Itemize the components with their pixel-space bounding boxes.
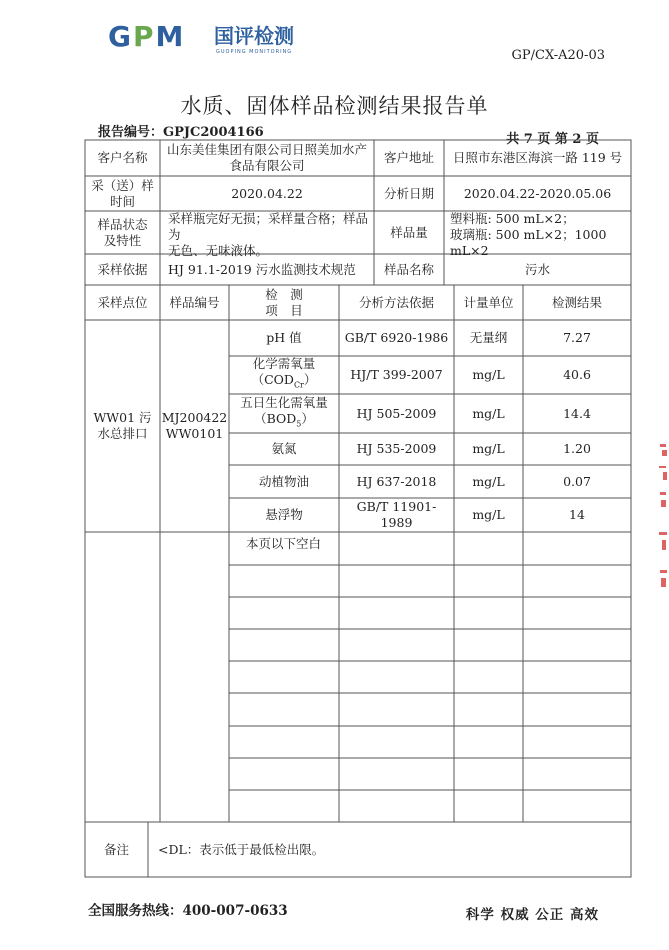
row-bod-unit: mg/L bbox=[472, 405, 505, 421]
row-ammonia-item: 氨氮 bbox=[271, 441, 297, 456]
logo-english-name: GUOPING MONITORING bbox=[216, 49, 293, 55]
report-title: 水质、固体样品检测结果报告单 bbox=[180, 94, 489, 118]
sample-name-label: 样品名称 bbox=[383, 261, 434, 277]
row-ss-item: 悬浮物 bbox=[265, 507, 303, 522]
row-oil-item: 动植物油 bbox=[258, 473, 309, 489]
row-cod-unit: mg/L bbox=[472, 367, 505, 382]
analysis-date-label: 分析日期 bbox=[383, 185, 434, 201]
row-cod-item-formula: （COD bbox=[251, 372, 294, 388]
header-test-item bbox=[229, 285, 339, 320]
row-ss-result: 14 bbox=[569, 507, 585, 522]
analysis-date-value: 2020.04.22-2020.05.06 bbox=[463, 185, 612, 201]
sample-quantity-value bbox=[444, 211, 631, 258]
row-oil-result: 0.07 bbox=[563, 473, 591, 489]
sampling-time-label bbox=[85, 176, 160, 211]
row-bod-result: 14.4 bbox=[563, 405, 591, 421]
logo-mark: GPM bbox=[108, 20, 186, 53]
row-cod-item bbox=[229, 356, 339, 394]
company-slogan: 科学 权威 公正 高效 bbox=[465, 907, 599, 923]
row-ss-method: GB/T 11901-1989 bbox=[356, 499, 437, 530]
sample-number-line2: WW0101 bbox=[165, 426, 224, 441]
customer-name-label: 客户名称 bbox=[97, 150, 148, 165]
row-cod-result: 40.6 bbox=[563, 367, 591, 382]
row-bod-method: HJ 505-2009 bbox=[356, 405, 437, 421]
row-ph-unit: 无量纲 bbox=[469, 330, 508, 345]
row-ph-method: GB/T 6920-1986 bbox=[344, 330, 449, 345]
sample-number-value bbox=[160, 320, 229, 532]
header-sampling-point: 采样点位 bbox=[97, 294, 148, 310]
sample-number-line1: MJ200422 bbox=[161, 410, 228, 425]
seal-stamp-fragment bbox=[658, 440, 669, 600]
row-bod-item-subscript: 5 bbox=[296, 419, 302, 429]
blank-below-note: 本页以下空白 bbox=[246, 536, 322, 551]
sample-quantity-line1: 塑料瓶: 500 mL×2； bbox=[450, 211, 575, 226]
sample-state-label-line2: 及特性 bbox=[103, 232, 142, 248]
report-number: 报告编号：GPJC2004166 bbox=[98, 125, 264, 140]
row-ph-result: 7.27 bbox=[563, 330, 591, 345]
document-code: GP/CX-A20-03 bbox=[511, 48, 605, 63]
customer-name-line2: 食品有限公司 bbox=[229, 158, 305, 173]
header-result: 检测结果 bbox=[551, 294, 602, 310]
customer-name-line1: 山东美佳集团有限公司日照美加水产 bbox=[166, 142, 367, 157]
row-cod-item-line1: 化学需氧量 bbox=[252, 356, 316, 372]
row-bod-item-formula: （BOD bbox=[254, 410, 297, 426]
remarks-label: 备注 bbox=[103, 841, 129, 857]
customer-name-value bbox=[160, 140, 374, 176]
header-test-item-line2: 项 目 bbox=[265, 302, 303, 318]
header-unit: 计量单位 bbox=[463, 294, 514, 310]
customer-address-label: 客户地址 bbox=[383, 150, 434, 165]
row-cod-item-line2 bbox=[252, 372, 317, 394]
sample-state-label bbox=[85, 211, 160, 254]
row-oil-unit: mg/L bbox=[472, 473, 505, 489]
sampling-point-line2: 水总排口 bbox=[97, 426, 148, 441]
sample-name-value: 污水 bbox=[524, 261, 550, 277]
row-bod-item bbox=[229, 394, 339, 433]
header-method: 分析方法依据 bbox=[358, 294, 434, 310]
remarks-value: <DL：表示低于最低检出限。 bbox=[158, 841, 325, 857]
sampling-time-value: 2020.04.22 bbox=[231, 185, 303, 201]
row-oil-method: HJ 637-2018 bbox=[356, 473, 437, 489]
sampling-point-value bbox=[85, 320, 160, 532]
sampling-point-line1: WW01 污 bbox=[93, 410, 152, 425]
sample-state-line1: 采样瓶完好无损；采样量合格；样品为 bbox=[168, 211, 369, 242]
row-bod-item-line2 bbox=[254, 411, 314, 433]
logo-chinese-name: 国评检测 bbox=[214, 24, 294, 48]
row-bod-item-line1: 五日生化需氧量 bbox=[240, 394, 328, 410]
row-ammonia-method: HJ 535-2009 bbox=[356, 441, 437, 456]
header-test-item-line1: 检 测 bbox=[265, 286, 303, 302]
sampling-time-label-line1: 采（送）样 bbox=[91, 177, 154, 193]
customer-address-value: 日照市东港区海滨一路 119 号 bbox=[452, 150, 623, 165]
sample-state-line2: 无色、无味液体。 bbox=[168, 243, 269, 258]
sample-state-label-line1: 样品状态 bbox=[97, 216, 148, 232]
row-bod-item-tail: ） bbox=[301, 410, 314, 426]
sampling-time-label-line2: 时间 bbox=[109, 193, 135, 209]
row-ph-item: pH 值 bbox=[266, 330, 302, 345]
header-sample-number: 样品编号 bbox=[169, 294, 220, 310]
sample-state-value bbox=[160, 211, 374, 258]
service-hotline: 全国服务热线：400-007-0633 bbox=[88, 903, 288, 919]
row-cod-item-subscript: Cr bbox=[293, 380, 304, 390]
sampling-basis-label: 采样依据 bbox=[97, 261, 148, 277]
row-cod-item-tail: ） bbox=[303, 372, 317, 388]
row-cod-method: HJ/T 399-2007 bbox=[350, 367, 443, 382]
row-ammonia-unit: mg/L bbox=[472, 441, 505, 456]
page-info: 共 7 页 第 2 页 bbox=[506, 132, 599, 147]
sample-quantity-line2: 玻璃瓶: 500 mL×2；1000 mL×2 bbox=[450, 227, 607, 258]
sample-quantity-label: 样品量 bbox=[390, 224, 428, 240]
row-ammonia-result: 1.20 bbox=[563, 441, 591, 456]
row-ss-unit: mg/L bbox=[472, 507, 505, 522]
sampling-basis-value: HJ 91.1-2019 污水监测技术规范 bbox=[168, 261, 356, 277]
